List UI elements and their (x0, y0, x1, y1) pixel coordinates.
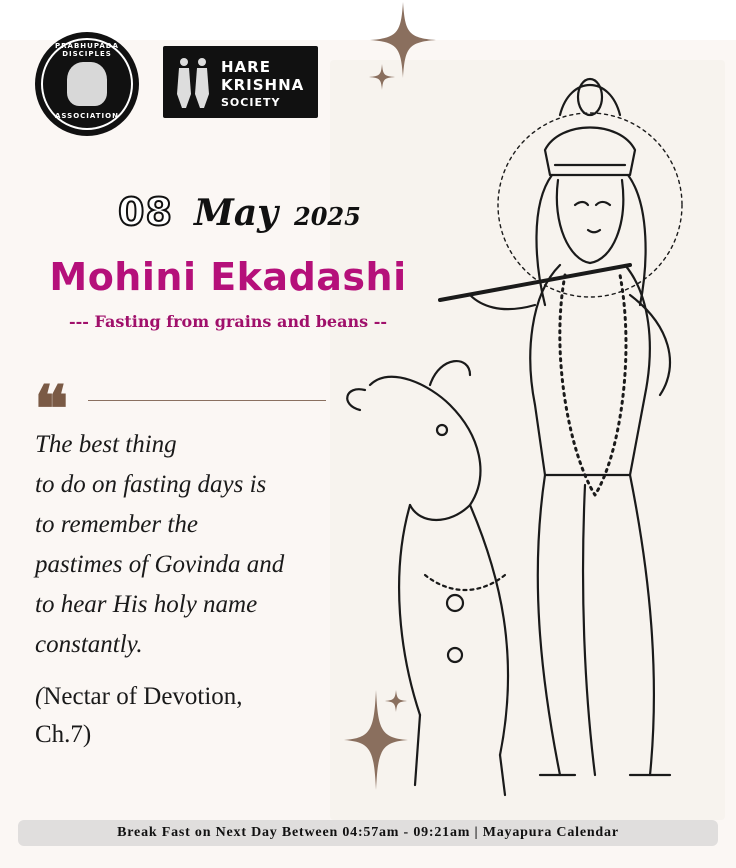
logo-line-krishna: KRISHNA (221, 76, 305, 94)
quote-divider (88, 400, 326, 401)
logo-bottom-text: ASSOCIATION (55, 112, 119, 120)
deity-figures-icon (173, 54, 213, 110)
portrait-icon (67, 62, 107, 106)
quote-line: to do on fasting days is (35, 471, 267, 498)
krishna-with-cow-illustration (330, 55, 725, 815)
quote-line: The best thing (35, 431, 177, 458)
break-fast-footer: Break Fast on Next Day Between 04:57am - 09:21am | Mayapura Calendar (18, 820, 718, 846)
quote-line: to remember the (35, 511, 198, 538)
citation-source: Nectar of Devotion, (43, 683, 243, 710)
date-year: 2025 (294, 202, 361, 231)
logo-line-society: SOCIETY (221, 96, 281, 109)
date-month: May (194, 192, 279, 234)
date-day: 08 (118, 190, 173, 234)
quote-text (35, 425, 355, 665)
quote-line: to hear His holy name (35, 591, 258, 618)
quote-line: pastimes of Govinda and (35, 551, 285, 578)
quote-line: constantly. (35, 631, 143, 658)
quote-mark-icon: ❝ (34, 372, 69, 447)
quote-citation (35, 678, 355, 754)
logo-line-hare: HARE (221, 58, 271, 76)
logo-top-text: PRABHUPADA DISCIPLES (55, 42, 119, 58)
citation-chapter: Ch.7) (35, 721, 92, 748)
prabhupada-disciples-logo (35, 32, 139, 136)
citation-open-paren: ( (35, 683, 44, 710)
event-subtitle: --- Fasting from grains and beans -- (69, 312, 387, 331)
event-title: Mohini Ekadashi (49, 255, 407, 299)
hare-krishna-society-logo (163, 46, 318, 118)
top-band (0, 0, 736, 40)
